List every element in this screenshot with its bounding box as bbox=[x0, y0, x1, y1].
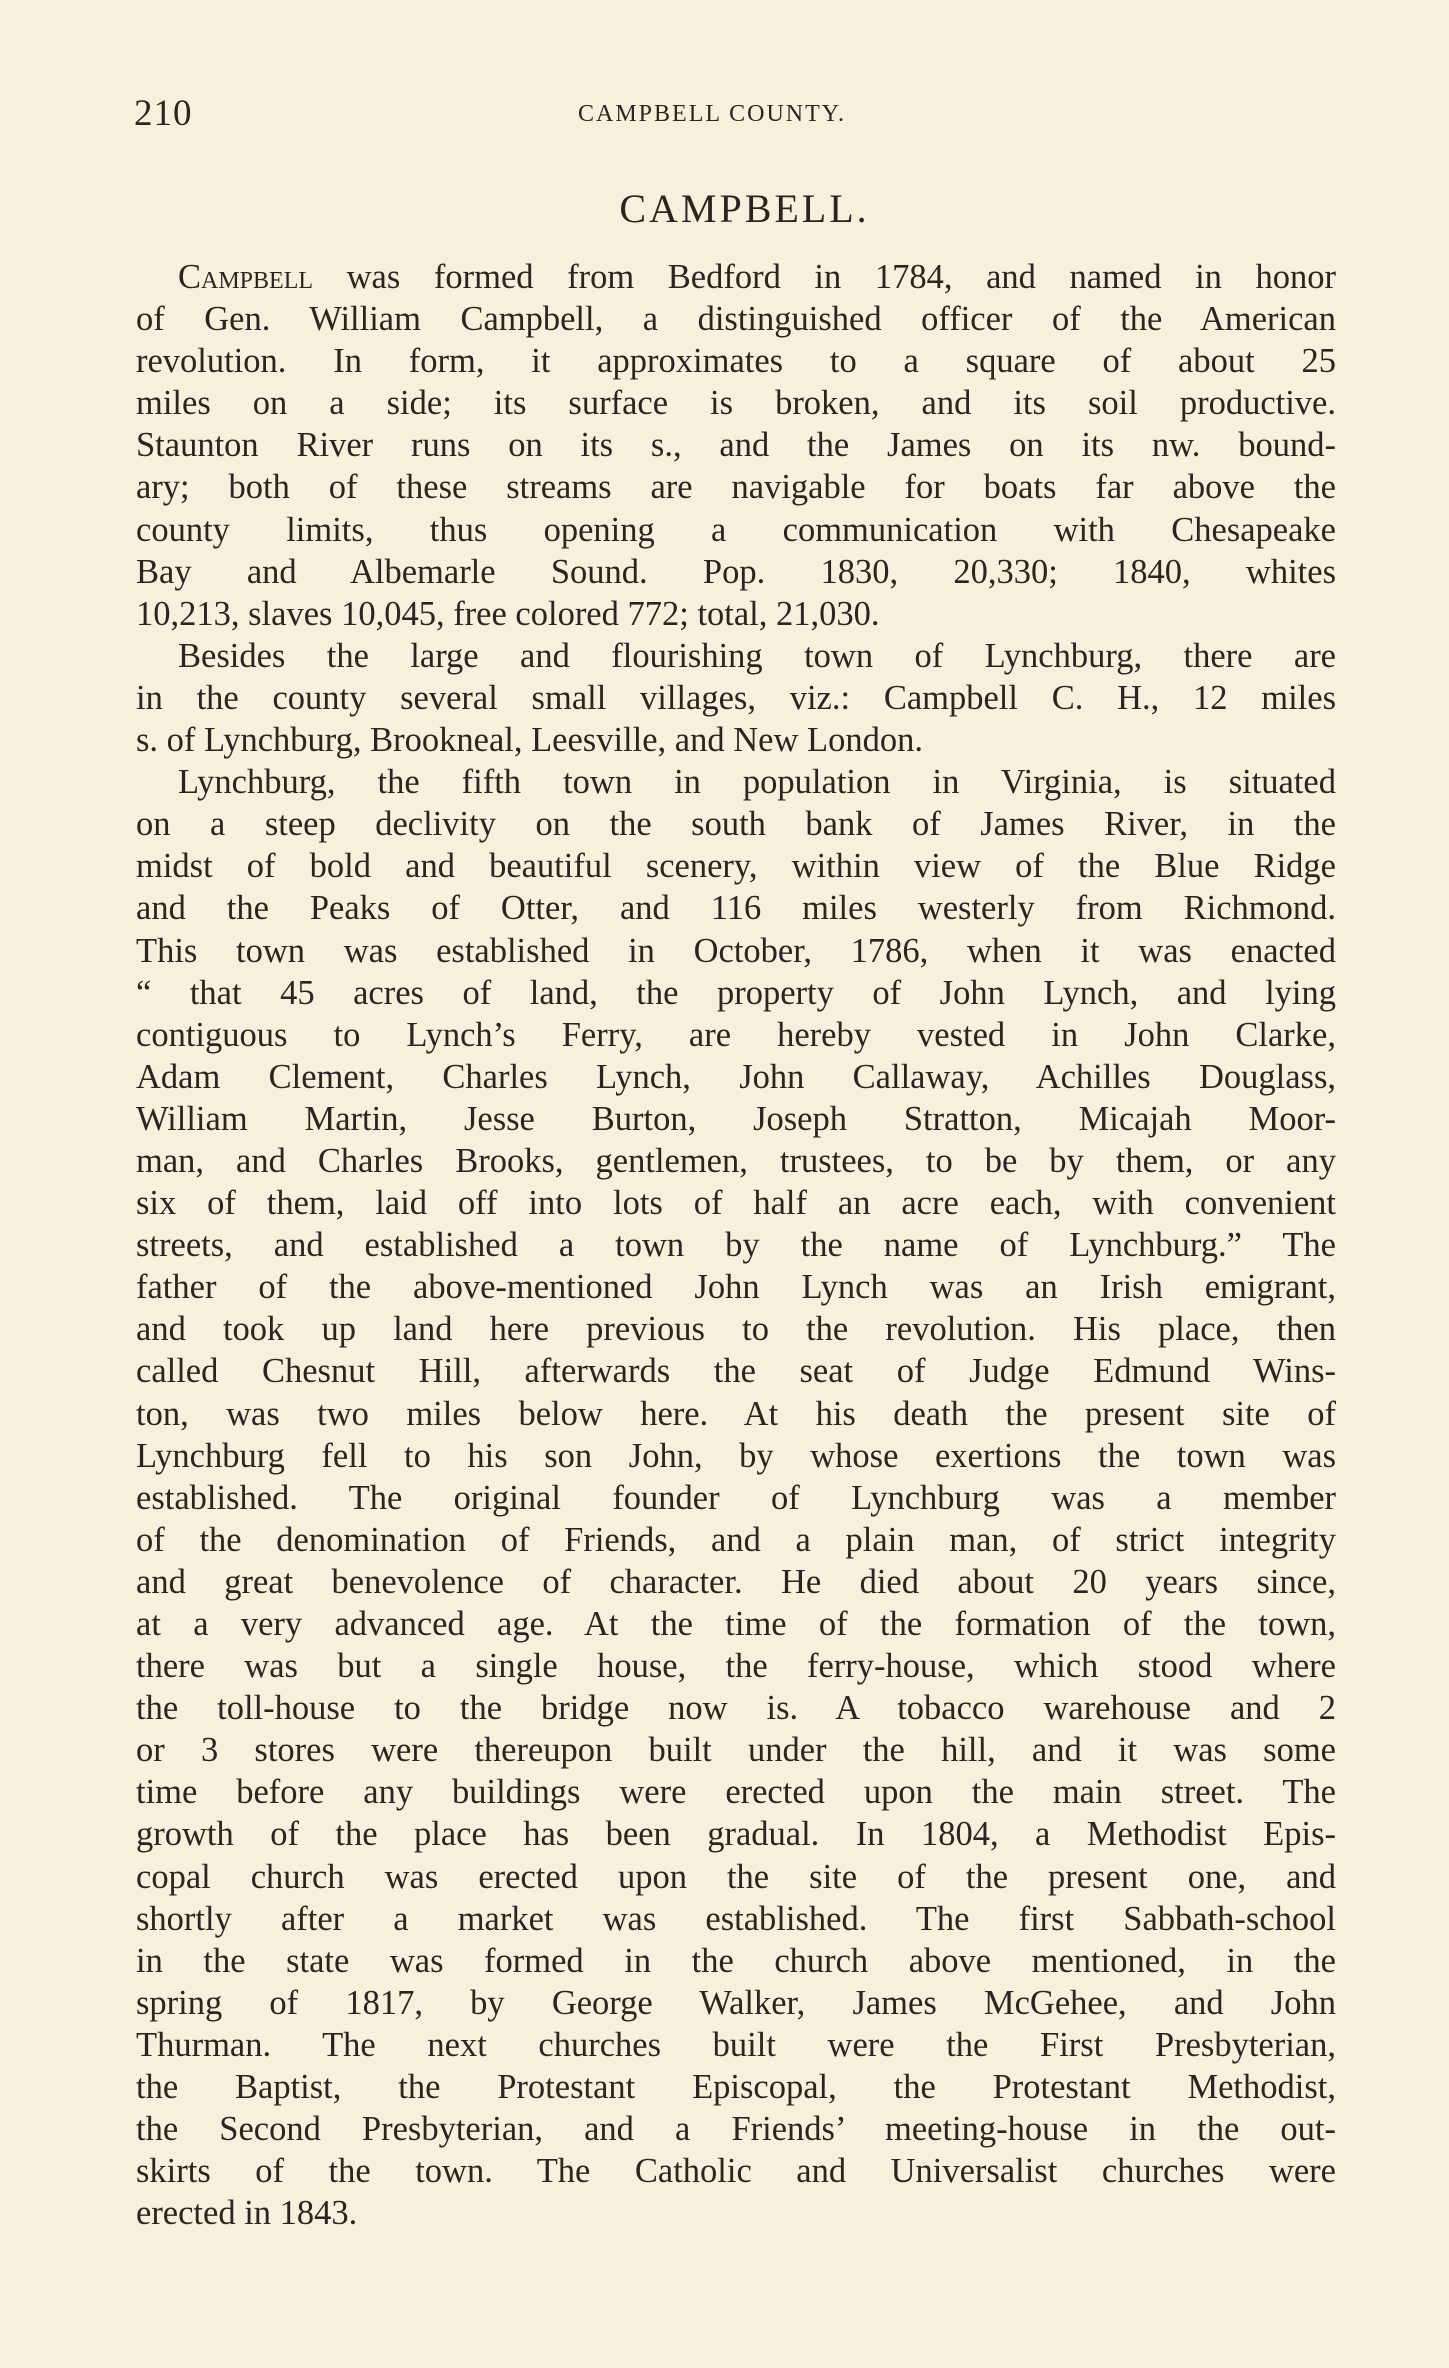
text-line: revolution. In form, it approximates to a square of about 25 bbox=[136, 342, 1336, 381]
text-line: and great benevolence of character. He died about 20 years since, bbox=[136, 1562, 1336, 1601]
text-line: six of them, laid off into lots of half an acre each, with convenient bbox=[136, 1184, 1336, 1223]
lead-word: Campbell bbox=[178, 258, 314, 296]
text-line: miles on a side; its surface is broken, and its soil productive. bbox=[136, 384, 1336, 423]
text-line: father of the above-mentioned John Lynch was an Irish emigrant, bbox=[136, 1268, 1336, 1307]
text-line: “ that 45 acres of land, the property of John Lynch, and lying bbox=[136, 973, 1336, 1012]
page-number: 210 bbox=[134, 93, 193, 134]
text-line: midst of bold and beautiful scenery, within view of the Blue Ridge bbox=[136, 847, 1336, 886]
text-line: county limits, thus opening a communication with Chesapeake bbox=[136, 510, 1336, 549]
text-line: Lynchburg fell to his son John, by whose exertions the town was bbox=[136, 1436, 1336, 1475]
text-line: ary; both of these streams are navigable for boats far above the bbox=[136, 468, 1336, 507]
text-line: ton, was two miles below here. At his death the present site of bbox=[136, 1394, 1336, 1433]
text-line: erected in 1843. bbox=[136, 2194, 358, 2233]
text-line: time before any buildings were erected upon the main street. The bbox=[136, 1773, 1336, 1812]
text-line: on a steep declivity on the south bank of James River, in the bbox=[136, 805, 1336, 844]
text-line: copal church was erected upon the site of the present one, and bbox=[136, 1857, 1336, 1896]
text-line: at a very advanced age. At the time of the formation of the town, bbox=[136, 1605, 1336, 1643]
text-line: Staunton River runs on its s., and the James on its nw. bound- bbox=[136, 426, 1336, 465]
paragraph bbox=[136, 256, 1336, 635]
text-line: of the denomination of Friends, and a plain man, of strict integrity bbox=[136, 1520, 1336, 1559]
text-line: the Second Presbyterian, and a Friends’ meeting-house in the out- bbox=[136, 2110, 1336, 2149]
text-line: called Chesnut Hill, afterwards the seat of Judge Edmund Wins- bbox=[136, 1352, 1336, 1391]
text-line: William Martin, Jesse Burton, Joseph Stratton, Micajah Moor- bbox=[136, 1099, 1336, 1138]
text-line: growth of the place has been gradual. In 1804, a Methodist Epis- bbox=[136, 1815, 1336, 1854]
text-line: contiguous to Lynch’s Ferry, are hereby vested in John Clarke, bbox=[136, 1015, 1336, 1054]
text-line: of Gen. William Campbell, a distinguished officer of the American bbox=[136, 300, 1336, 339]
paragraph bbox=[136, 635, 1336, 761]
text-line: in the state was formed in the church above mentioned, in the bbox=[136, 1941, 1336, 1980]
text-line: This town was established in October, 1786, when it was enacted bbox=[136, 931, 1336, 970]
text-line: established. The original founder of Lynchburg was a member bbox=[136, 1478, 1336, 1517]
text-line: and took up land here previous to the revolution. His place, then bbox=[136, 1310, 1336, 1349]
text-line: and the Peaks of Otter, and 116 miles westerly from Richmond. bbox=[136, 889, 1336, 928]
paragraph bbox=[136, 761, 1336, 2234]
text-line: spring of 1817, by George Walker, James McGehee, and John bbox=[136, 1983, 1336, 2022]
text-line: Lynchburg, the fifth town in population in Virginia, is situated bbox=[178, 763, 1336, 802]
text-line: streets, and established a town by the name of Lynchburg.” The bbox=[136, 1226, 1336, 1265]
text-line: the toll-house to the bridge now is. A tobacco warehouse and 2 bbox=[136, 1689, 1336, 1728]
text-line: Campbell was formed from Bedford in 1784, and named in honor bbox=[178, 258, 1336, 296]
text-line: in the county several small villages, viz.: Campbell C. H., 12 miles bbox=[136, 678, 1336, 717]
text-line: 10,213, slaves 10,045, free colored 772; total, 21,030. bbox=[136, 594, 880, 633]
text-line: skirts of the town. The Catholic and Universalist churches were bbox=[136, 2152, 1336, 2191]
text-line: shortly after a market was established. The first Sabbath-school bbox=[136, 1899, 1336, 1938]
text-line: Bay and Albemarle Sound. Pop. 1830, 20,330; 1840, whites bbox=[136, 552, 1336, 591]
article-body bbox=[136, 256, 1336, 2234]
text-line: Besides the large and flourishing town of Lynchburg, there are bbox=[178, 636, 1336, 675]
text-line: s. of Lynchburg, Brookneal, Leesville, and New London. bbox=[136, 721, 923, 760]
text-line: man, and Charles Brooks, gentlemen, trustees, to be by them, or any bbox=[136, 1141, 1336, 1180]
section-heading: CAMPBELL. bbox=[619, 186, 870, 231]
text-line: Thurman. The next churches built were the First Presbyterian, bbox=[136, 2025, 1336, 2064]
text-line: there was but a single house, the ferry-house, which stood where bbox=[136, 1647, 1336, 1686]
text-line: or 3 stores were thereupon built under the hill, and it was some bbox=[136, 1731, 1336, 1770]
text-line: the Baptist, the Protestant Episcopal, the Protestant Methodist, bbox=[136, 2068, 1336, 2107]
text-line: Adam Clement, Charles Lynch, John Callaway, Achilles Douglass, bbox=[136, 1057, 1336, 1096]
running-title: CAMPBELL COUNTY. bbox=[578, 101, 847, 127]
running-head bbox=[134, 92, 1334, 142]
